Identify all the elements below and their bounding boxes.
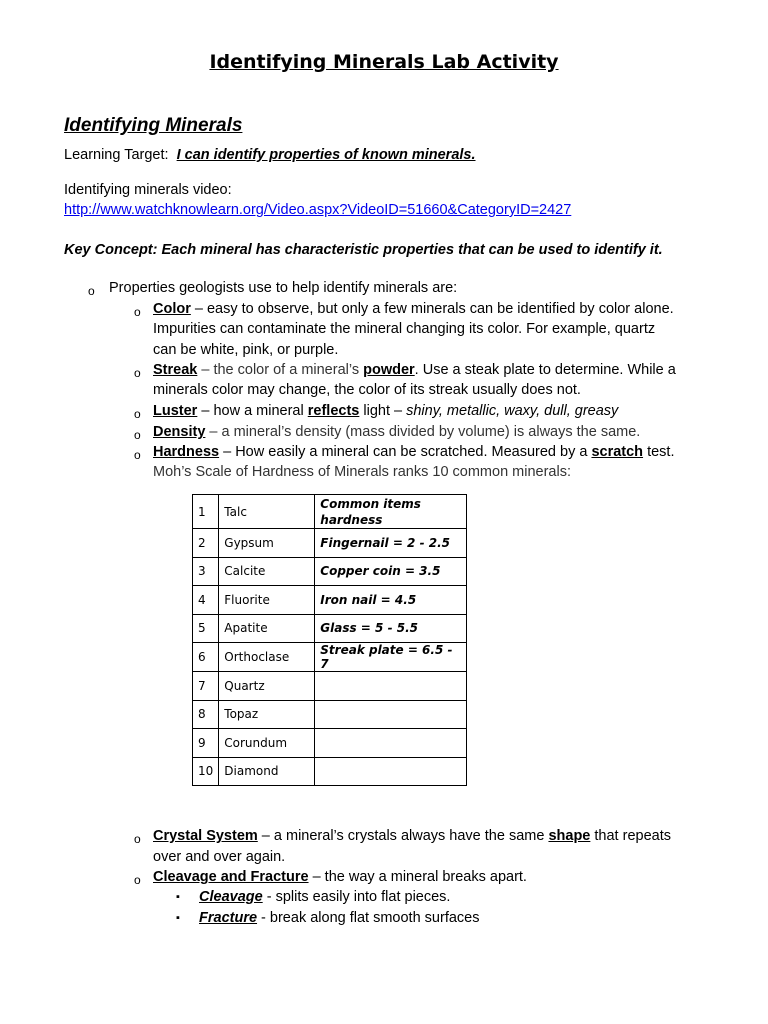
common-item-cell: Copper coin = 3.5	[315, 557, 467, 586]
cleavage-item	[199, 889, 450, 905]
bullet-circle: o	[134, 448, 141, 462]
properties-intro: Properties geologists use to help identify minerals are:	[109, 280, 458, 296]
fracture-term: Fracture	[199, 910, 258, 926]
fracture-text: - break along flat smooth surfaces	[257, 910, 480, 926]
common-item-cell: Glass = 5 - 5.5	[315, 614, 467, 643]
rank-cell: 5	[193, 614, 219, 643]
common-item-cell	[315, 729, 467, 758]
bullet-circle: o	[134, 428, 141, 442]
header-line2: hardness	[320, 512, 383, 527]
luster-pre: – how a mineral	[197, 403, 308, 419]
cleavage-term: Cleavage	[199, 889, 263, 905]
rank-cell: 1	[193, 495, 219, 529]
table-row	[193, 672, 467, 701]
common-item-cell	[315, 672, 467, 701]
bullet-square: ▪	[176, 912, 180, 924]
table-row	[193, 757, 467, 786]
luster-examples: shiny, metallic, waxy, dull, greasy	[406, 403, 619, 419]
hardness-line2: Moh’s Scale of Hardness of Minerals ranks 10 common minerals:	[153, 464, 571, 480]
mineral-cell: Diamond	[219, 757, 315, 786]
crystal-term: Crystal System	[153, 828, 258, 844]
mineral-cell: Fluorite	[219, 586, 315, 615]
color-term: Color	[153, 301, 191, 317]
learning-target	[64, 147, 476, 163]
header-line1: Common items	[320, 496, 421, 511]
rank-cell: 2	[193, 529, 219, 558]
section-heading: Identifying Minerals	[64, 115, 243, 136]
crystal-post: that repeats	[590, 828, 671, 844]
table-row	[193, 729, 467, 758]
bullet-circle: o	[134, 832, 141, 846]
mineral-cell: Orthoclase	[219, 643, 315, 672]
common-item-cell: Iron nail = 4.5	[315, 586, 467, 615]
color-line2: Impurities can contaminate the mineral changing its color. For example, quartz	[153, 321, 656, 337]
table-row	[193, 614, 467, 643]
rank-cell: 3	[193, 557, 219, 586]
table-row	[193, 700, 467, 729]
rank-cell: 4	[193, 586, 219, 615]
streak-line2: minerals color may change, the color of its streak usually does not.	[153, 382, 581, 398]
fracture-item	[199, 910, 479, 926]
hardness-term: Hardness	[153, 444, 220, 460]
common-item-cell: Fingernail = 2 - 2.5	[315, 529, 467, 558]
streak-post: . Use a steak plate to determine. While a	[414, 362, 676, 378]
mineral-cell: Calcite	[219, 557, 315, 586]
video-link[interactable]: http://www.watchknowlearn.org/Video.aspx?VideoID=51660&CategoryID=2427	[64, 202, 572, 218]
hardness-post: test.	[643, 444, 675, 460]
table-row	[193, 557, 467, 586]
table-row	[193, 586, 467, 615]
hardness-item	[153, 444, 674, 460]
luster-term: Luster	[153, 403, 198, 419]
density-text: – a mineral’s density (mass divided by volume) is always the same.	[205, 424, 641, 440]
rank-cell: 10	[193, 757, 219, 786]
color-item	[153, 301, 674, 317]
learning-target-text: I can identify properties of known minerals.	[176, 147, 476, 163]
rank-cell: 7	[193, 672, 219, 701]
key-concept: Key Concept: Each mineral has characteristic properties that can be used to identify it.	[64, 242, 663, 258]
color-text: – easy to observe, but only a few minerals can be identified by color alone.	[190, 301, 674, 317]
mineral-cell: Apatite	[219, 614, 315, 643]
bullet-circle: o	[134, 407, 141, 421]
video-link-line	[64, 202, 571, 218]
cleavage-fracture-item	[153, 869, 527, 885]
crystal-pre: – a mineral’s crystals always have the same	[257, 828, 549, 844]
mineral-cell: Quartz	[219, 672, 315, 701]
rank-cell: 6	[193, 643, 219, 672]
streak-item	[153, 362, 676, 378]
bullet-circle: o	[134, 873, 141, 887]
crystal-item	[153, 828, 671, 844]
mineral-cell: Talc	[219, 495, 315, 529]
density-term: Density	[153, 424, 206, 440]
luster-item	[153, 403, 618, 419]
cleavage-fracture-term: Cleavage and Fracture	[153, 869, 309, 885]
table-row	[193, 643, 467, 672]
color-line3: can be white, pink, or purple.	[153, 342, 339, 358]
moh-hardness-table	[192, 494, 467, 786]
video-label: Identifying minerals video:	[64, 182, 232, 198]
luster-mid: light –	[359, 403, 407, 419]
page-title: Identifying Minerals Lab Activity	[209, 51, 559, 73]
table-row	[193, 495, 467, 529]
density-item	[153, 424, 640, 440]
bullet-circle: o	[134, 305, 141, 319]
crystal-line2: over and over again.	[153, 849, 286, 865]
bullet-circle: o	[88, 284, 95, 298]
luster-keyword: reflects	[307, 403, 360, 419]
crystal-keyword: shape	[548, 828, 591, 844]
mineral-cell: Corundum	[219, 729, 315, 758]
cleavage-text: - splits easily into flat pieces.	[262, 889, 451, 905]
table-row	[193, 529, 467, 558]
moh-table-body	[193, 495, 467, 786]
common-item-cell: Streak plate = 6.5 - 7	[315, 643, 467, 672]
streak-keyword: powder	[363, 362, 415, 378]
common-item-cell	[315, 700, 467, 729]
mineral-cell: Gypsum	[219, 529, 315, 558]
streak-pre: – the color of a mineral’s	[197, 362, 364, 378]
learning-target-label: Learning Target:	[64, 147, 169, 163]
streak-term: Streak	[153, 362, 198, 378]
bullet-circle: o	[134, 366, 141, 380]
common-item-cell	[315, 757, 467, 786]
rank-cell: 9	[193, 729, 219, 758]
hardness-keyword: scratch	[591, 444, 644, 460]
common-items-header	[315, 495, 467, 529]
bullet-square: ▪	[176, 891, 180, 903]
mineral-cell: Topaz	[219, 700, 315, 729]
cleavage-fracture-text: – the way a mineral breaks apart.	[308, 869, 527, 885]
rank-cell: 8	[193, 700, 219, 729]
hardness-pre: – How easily a mineral can be scratched. Measured by a	[219, 444, 592, 460]
